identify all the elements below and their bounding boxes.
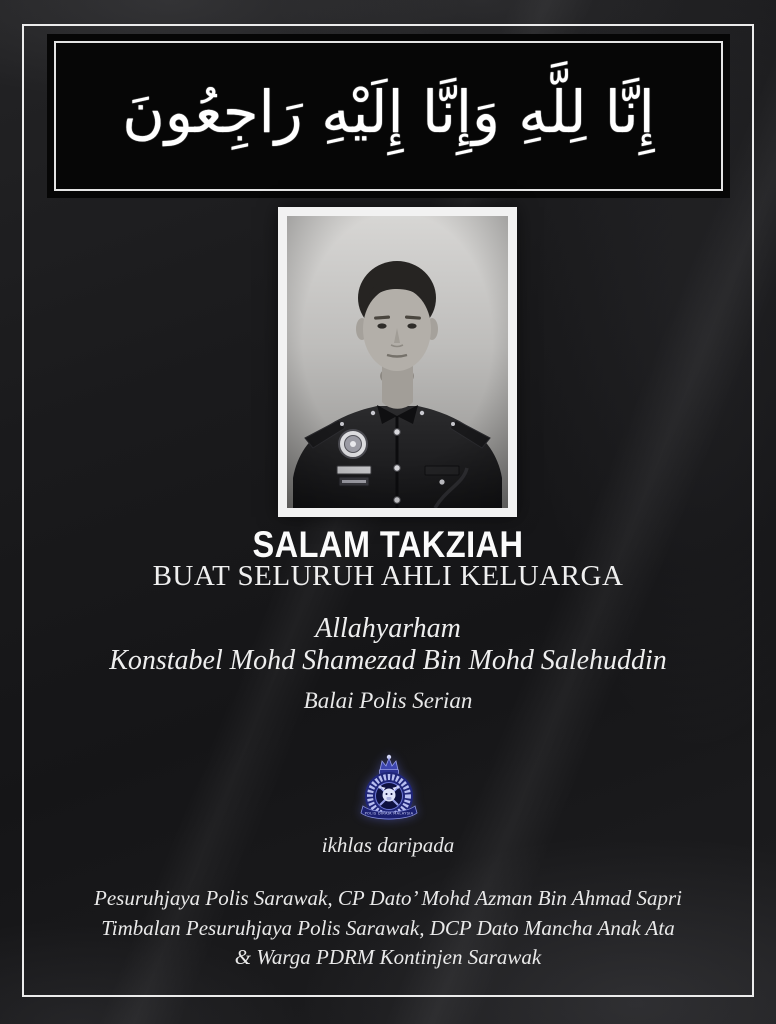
calligraphy-banner (47, 34, 730, 198)
police-station: Balai Polis Serian (303, 688, 473, 713)
signatory-line: & Warga PDRM Kontinjen Sarawak (234, 945, 542, 969)
arabic-calligraphy-text: إِنَّا لِلَّهِ وَإِنَّا إِلَيْهِ رَاجِعُونَ (122, 78, 655, 146)
deceased-honorific: Allahyarham (315, 613, 461, 644)
heading-subtitle: BUAT SELURUH AHLI KELUARGA (152, 560, 624, 592)
signatory-line: Pesuruhjaya Polis Sarawak, CP Dato’ Mohd Azman Bin Ahmad Sapri (94, 886, 682, 910)
from-label: ikhlas daripada (321, 833, 455, 857)
signatories-block (0, 884, 776, 973)
signatory-line: Timbalan Pesuruhjaya Polis Sarawak, DCP Dato Mancha Anak Ata (101, 915, 675, 940)
deceased-name: Konstabel Mohd Shamezad Bin Mohd Salehuddin (109, 645, 667, 676)
pdrm-crest (356, 751, 422, 829)
calligraphy-border (54, 41, 723, 191)
portrait-photo (287, 216, 508, 508)
crest-banner-text: POLIS DIRAJA MALAYSIA (364, 811, 414, 816)
salam-takziah-title-text: SALAM TAKZIAH (252, 524, 524, 565)
portrait-photo-frame (278, 207, 517, 517)
pdrm-crest-icon (356, 751, 422, 829)
